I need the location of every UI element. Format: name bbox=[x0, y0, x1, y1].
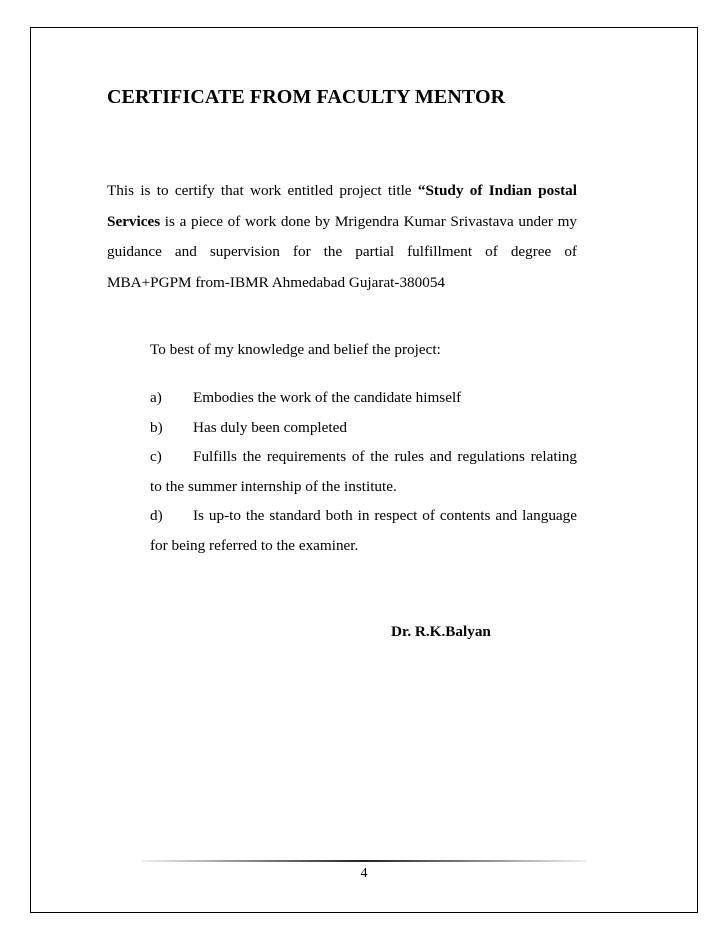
item-text: Embodies the work of the candidate himself bbox=[193, 389, 462, 406]
item-marker: b) bbox=[150, 418, 163, 436]
list-item bbox=[150, 413, 577, 443]
page-number: 4 bbox=[360, 866, 368, 881]
criteria-list bbox=[150, 383, 577, 561]
lead-in-text: To best of my knowledge and belief the project: bbox=[150, 341, 441, 358]
list-item bbox=[150, 501, 577, 560]
list-item bbox=[150, 383, 577, 413]
project-title: “Study of Indian postal Services bbox=[107, 182, 577, 230]
item-marker: d) bbox=[150, 507, 163, 525]
certificate-intro bbox=[107, 176, 577, 298]
item-marker: c) bbox=[150, 448, 162, 466]
item-text: Is up-to the standard both in respect of contents and language for being referred to the examiner. bbox=[150, 507, 577, 554]
intro-suffix: is a piece of work done by Mrigendra Kumar Srivastava under my guidance and supervision for the partial fulfillment of degree of MBA+PGPM from-IBMR Ahmedabad Gujarat-380054 bbox=[107, 212, 577, 291]
item-text: Fulfills the requirements of the rules and regulations relating to the summer internship of the institute. bbox=[150, 448, 577, 495]
list-item bbox=[150, 442, 577, 501]
certificate-title: CERTIFICATE FROM FACULTY MENTOR bbox=[107, 86, 506, 108]
item-text: Has duly been completed bbox=[193, 418, 347, 436]
footer-divider bbox=[142, 860, 586, 862]
item-marker: a) bbox=[150, 389, 162, 406]
signatory-name: Dr. R.K.Balyan bbox=[391, 623, 491, 640]
intro-prefix: This is to certify that work entitled project title bbox=[107, 182, 418, 199]
